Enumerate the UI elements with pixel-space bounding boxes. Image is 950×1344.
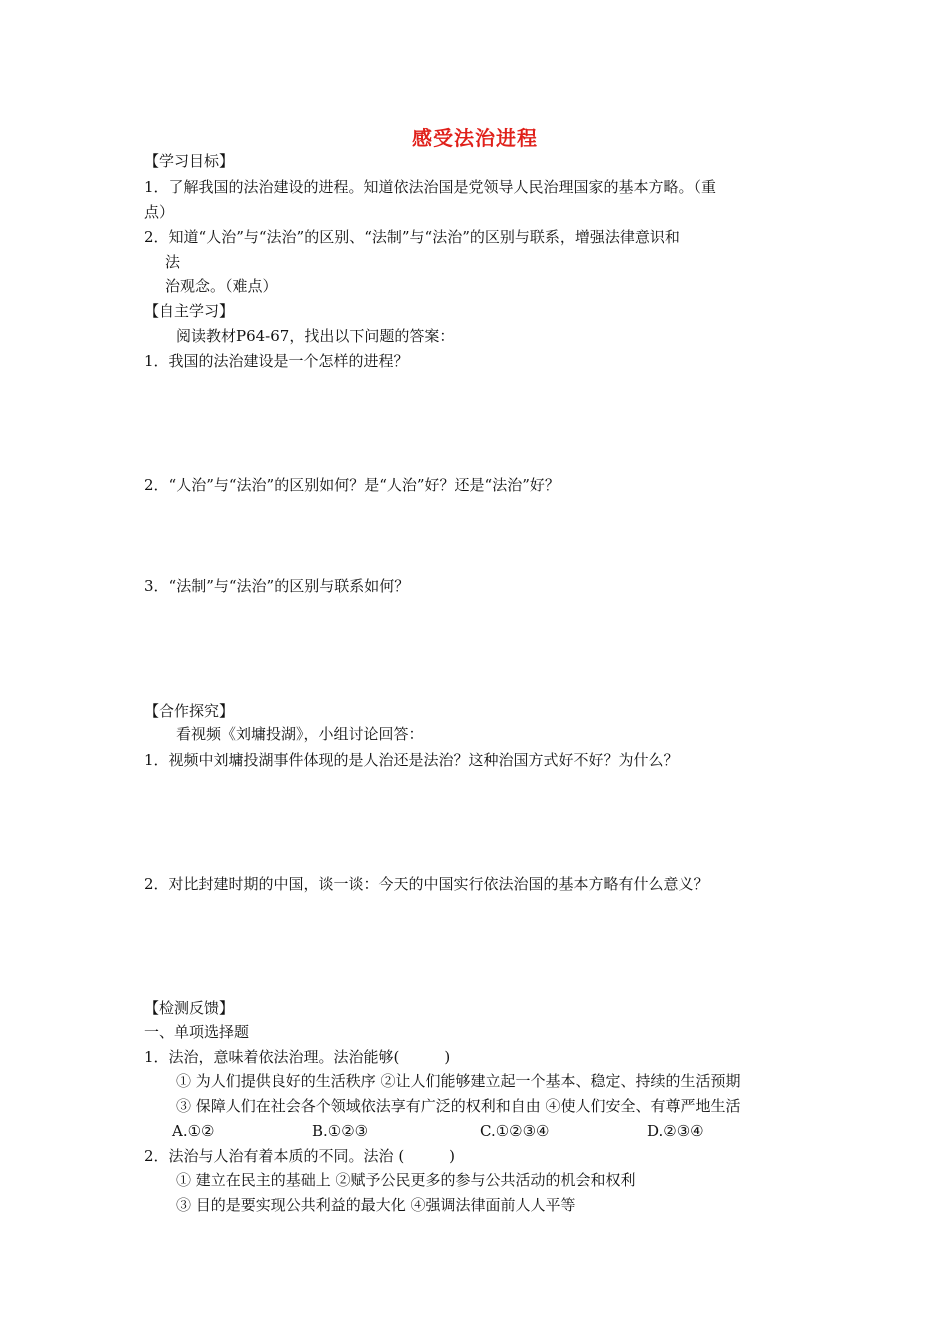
cooperation-question-1: 1．视频中刘墉投湖事件体现的是人治还是法治？这种治国方式好不好？为什么？	[144, 751, 679, 769]
goal-item-1-line-1: 1．了解我国的法治建设的进程。知道依法治国是党领导人民治理国家的基本方略。（重	[144, 178, 717, 196]
self-study-question-3: 3．“法制”与“法治”的区别与联系如何？	[144, 577, 410, 595]
self-study-question-1: 1．我国的法治建设是一个怎样的进程？	[144, 352, 409, 370]
goal-item-1-line-2: 点）	[144, 203, 175, 221]
mc-question-1-stem: 1．法治，意味着依法治理。法治能够( )	[144, 1048, 451, 1066]
goal-item-2-line-2: 法	[165, 253, 181, 271]
goals-header: 【学习目标】	[144, 152, 235, 170]
self-study-question-2: 2．“人治”与“法治”的区别如何？是“人治”好？还是“法治”好？	[144, 476, 560, 494]
goal-item-2-line-1: 2．知道“人治”与“法治”的区别、“法制”与“法治”的区别与联系，增强法律意识和	[144, 228, 680, 246]
self-study-header: 【自主学习】	[144, 302, 235, 320]
mc-question-1-options-line-1: ① 为人们提供良好的生活秩序 ②让人们能够建立起一个基本、稳定、持续的生活预期	[176, 1072, 741, 1090]
feedback-section-title: 一、单项选择题	[144, 1023, 250, 1041]
cooperation-header: 【合作探究】	[144, 702, 235, 720]
document-title: 感受法治进程	[412, 126, 538, 150]
mc-question-2-options-line-1: ① 建立在民主的基础上 ②赋予公民更多的参与公共活动的机会和权利	[176, 1171, 636, 1189]
mc-question-2-options-line-2: ③ 目的是要实现公共利益的最大化 ④强调法律面前人人平等	[176, 1196, 576, 1214]
mc-question-1-choice-d: D.②③④	[647, 1122, 704, 1140]
self-study-intro: 阅读教材P64-67，找出以下问题的答案：	[176, 327, 455, 345]
goal-item-2-line-3: 治观念。（难点）	[165, 277, 278, 295]
mc-question-2-stem: 2．法治与人治有着本质的不同。法治 ( )	[144, 1147, 456, 1165]
feedback-header: 【检测反馈】	[144, 999, 235, 1017]
mc-question-1-choice-a: A.①②	[172, 1122, 215, 1140]
mc-question-1-options-line-2: ③ 保障人们在社会各个领域依法享有广泛的权利和自由 ④使人们安全、有尊严地生活	[176, 1097, 741, 1115]
cooperation-question-2: 2．对比封建时期的中国，谈一谈：今天的中国实行依法治国的基本方略有什么意义？	[144, 875, 709, 893]
mc-question-1-choice-b: B.①②③	[312, 1122, 369, 1140]
cooperation-intro: 看视频《刘墉投湖》，小组讨论回答：	[176, 725, 424, 743]
mc-question-1-choice-c: C.①②③④	[480, 1122, 550, 1140]
